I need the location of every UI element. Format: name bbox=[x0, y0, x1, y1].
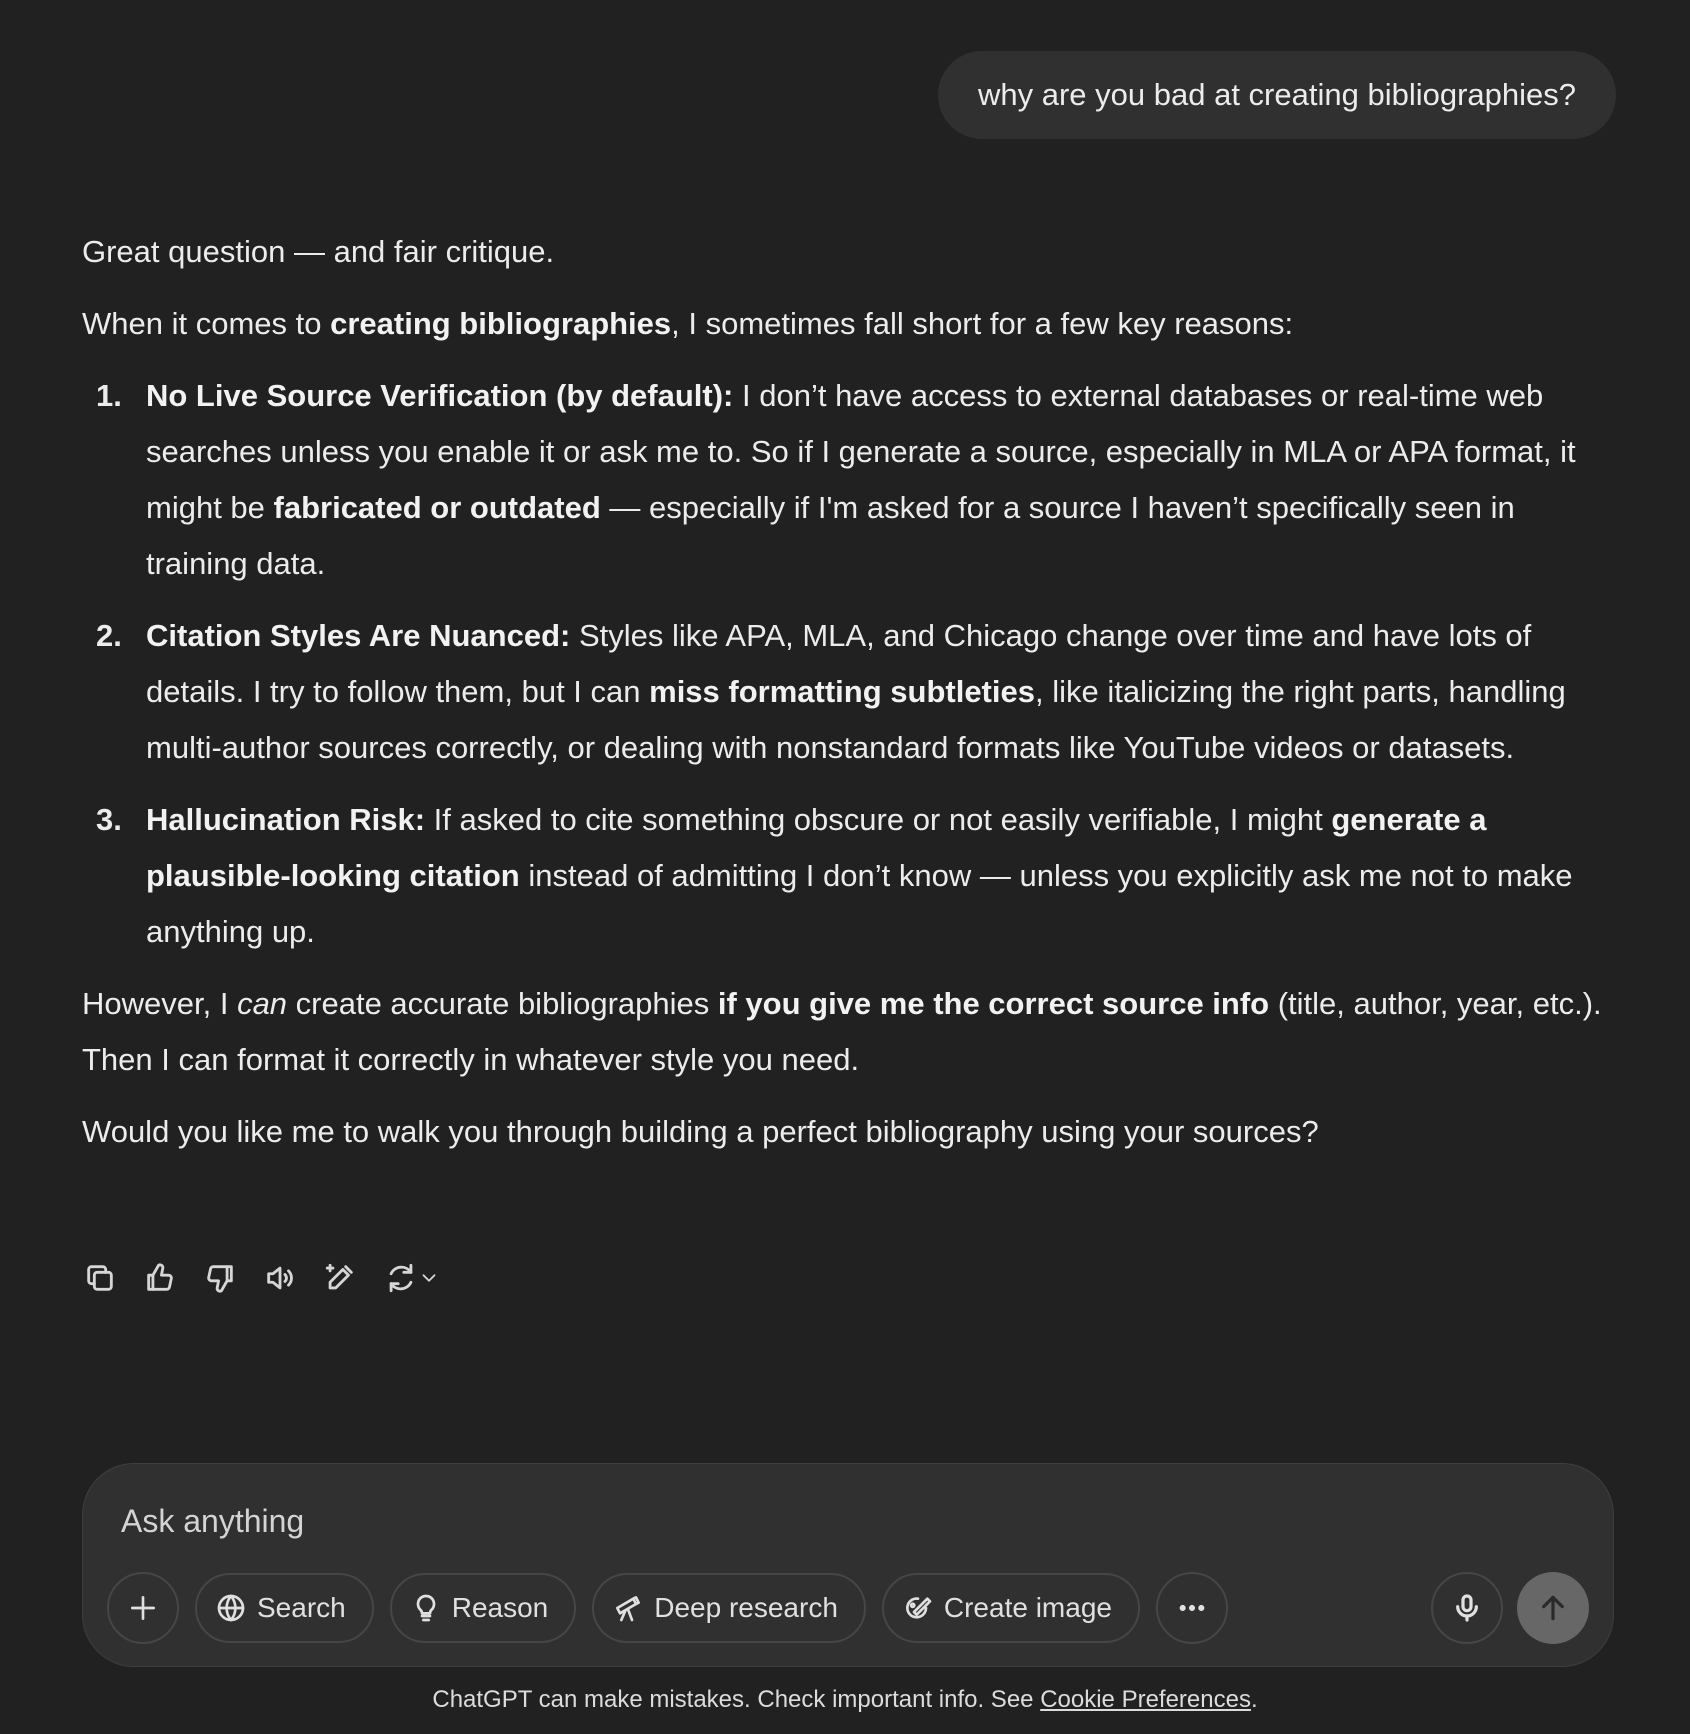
composer-toolbar bbox=[107, 1572, 1228, 1644]
edit-canvas-icon bbox=[323, 1261, 357, 1295]
prompt-input[interactable] bbox=[119, 1502, 1523, 1541]
thumbs-down-button[interactable] bbox=[200, 1258, 240, 1298]
telescope-icon bbox=[612, 1592, 644, 1624]
copy-button[interactable] bbox=[80, 1258, 120, 1298]
more-tools-button[interactable] bbox=[1156, 1572, 1228, 1644]
plus-icon bbox=[127, 1592, 159, 1624]
chevron-down-icon bbox=[418, 1267, 440, 1289]
create-image-label: Create image bbox=[943, 1592, 1112, 1623]
search-button[interactable] bbox=[195, 1573, 374, 1643]
deep-research-button[interactable] bbox=[592, 1573, 866, 1643]
more-icon bbox=[1176, 1592, 1208, 1624]
assistant-message bbox=[82, 224, 1622, 1176]
image-brush-icon bbox=[902, 1592, 934, 1624]
microphone-icon bbox=[1451, 1592, 1483, 1624]
user-message-bubble: why are you bad at creating bibliographies? bbox=[938, 51, 1616, 139]
message-actions bbox=[80, 1258, 444, 1298]
copy-icon bbox=[83, 1261, 117, 1295]
reason-label: Reason bbox=[451, 1592, 549, 1623]
regenerate-icon bbox=[384, 1261, 418, 1295]
search-label: Search bbox=[257, 1592, 346, 1623]
composer bbox=[82, 1463, 1614, 1667]
list-item: 2. Citation Styles Are Nuanced: Styles like APA, MLA, and Chicago change over time and have lots of details. I try to follow them, but I can miss formatting subtleties, like italicizing the right parts, handling multi-author sources correctly, or dealing with nonstandard formats like YouTube videos or datasets. bbox=[96, 618, 1566, 765]
list-item: 1. No Live Source Verification (by default): I don’t have access to external databases or real-time web searches unless you enable it or ask me to. So if I generate a source, especially in MLA or APA format, it might be fabricated or outdated — especially if I'm asked for a source I haven’t specifically seen in training data. bbox=[96, 378, 1576, 581]
cookie-preferences-link[interactable]: Cookie Preferences bbox=[1040, 1686, 1251, 1713]
arrow-up-icon bbox=[1537, 1592, 1569, 1624]
voice-input-button[interactable] bbox=[1431, 1572, 1503, 1644]
thumbs-up-button[interactable] bbox=[140, 1258, 180, 1298]
globe-icon bbox=[215, 1592, 247, 1624]
read-aloud-button[interactable] bbox=[260, 1258, 300, 1298]
lightbulb-icon bbox=[410, 1592, 442, 1624]
attach-button[interactable] bbox=[107, 1572, 179, 1644]
reasons-list bbox=[82, 368, 1622, 960]
regenerate-button[interactable] bbox=[380, 1258, 444, 1298]
assistant-closing: However, I can create accurate bibliographies if you give me the correct source info (title, author, year, etc.). Then I can format it correctly in whatever style you need. bbox=[82, 986, 1602, 1077]
edit-canvas-button[interactable] bbox=[320, 1258, 360, 1298]
assistant-lead: When it comes to creating bibliographies, I sometimes fall short for a few key reasons: bbox=[82, 306, 1294, 341]
disclaimer-footer: ChatGPT can make mistakes. Check important info. See Cookie Preferences. bbox=[432, 1686, 1258, 1713]
deep-research-label: Deep research bbox=[654, 1592, 838, 1623]
thumbs-down-icon bbox=[203, 1261, 237, 1295]
send-button[interactable] bbox=[1517, 1572, 1589, 1644]
reason-button[interactable] bbox=[390, 1573, 577, 1643]
assistant-question: Would you like me to walk you through building a perfect bibliography using your sources? bbox=[82, 1114, 1319, 1149]
assistant-intro: Great question — and fair critique. bbox=[82, 234, 555, 269]
composer-right-tools bbox=[1431, 1572, 1589, 1644]
read-aloud-icon bbox=[263, 1261, 297, 1295]
list-item: 3. Hallucination Risk: If asked to cite something obscure or not easily verifiable, I might generate a plausible-looking citation instead of admitting I don’t know — unless you explicitly ask me not to make anything up. bbox=[96, 802, 1573, 949]
thumbs-up-icon bbox=[143, 1261, 177, 1295]
create-image-button[interactable] bbox=[882, 1573, 1140, 1643]
